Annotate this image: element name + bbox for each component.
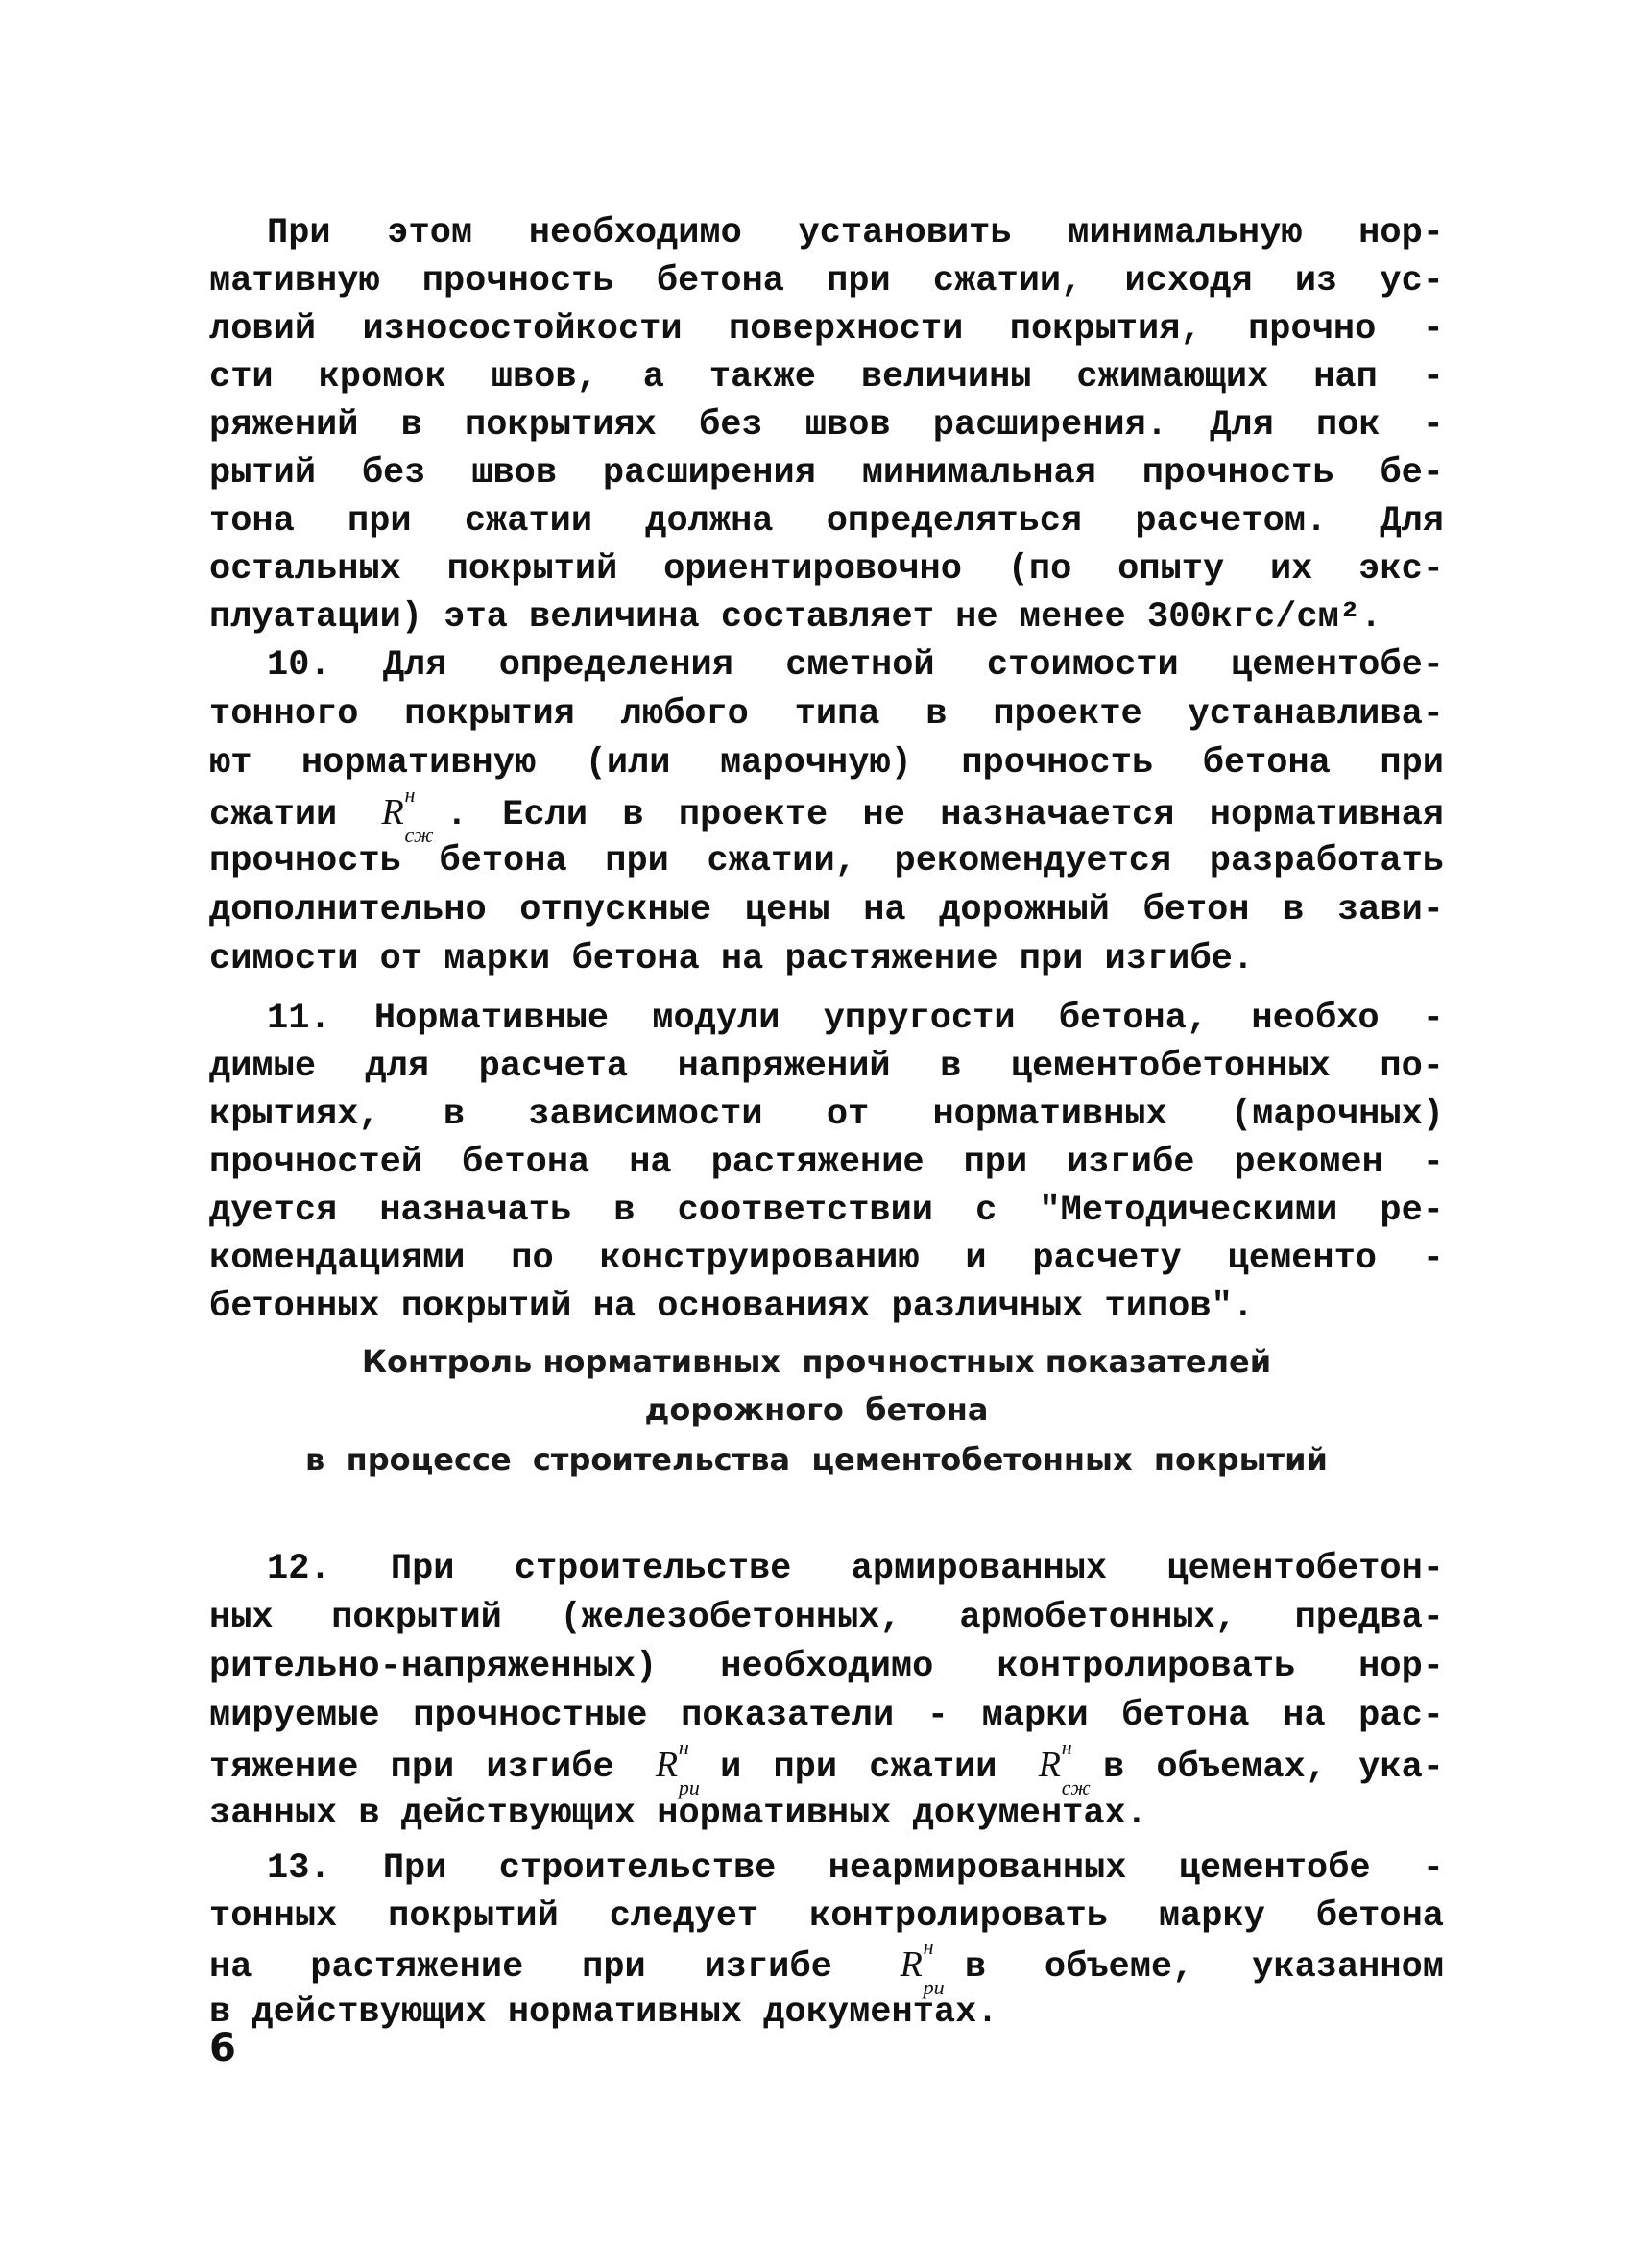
formula-base: R xyxy=(1038,1745,1061,1785)
formula-base: R xyxy=(655,1745,679,1785)
formula-sup: н xyxy=(923,1935,934,1959)
line-text: в действующих нормативных документах. xyxy=(209,1992,998,2033)
text-line xyxy=(209,593,1444,641)
text-line xyxy=(209,783,1444,847)
line-text: бетонных покрытий на основаниях различных типов". xyxy=(209,1287,1254,1327)
text-line xyxy=(209,1235,1444,1283)
line-text: и при сжатии xyxy=(720,1748,997,1788)
text-line xyxy=(209,739,1444,787)
line-text: сжатии xyxy=(209,795,338,835)
line-text: комендациями по конструированию и расчету цементо - xyxy=(209,1239,1444,1279)
text-line xyxy=(209,1643,1444,1691)
text-line xyxy=(209,886,1444,934)
line-text: ных покрытий (железобетонных, армобетонных, предва- xyxy=(209,1598,1444,1638)
text-line xyxy=(267,641,1444,689)
text-line xyxy=(209,690,1444,738)
line-text: ют нормативную (или марочную) прочность бетона при xyxy=(209,743,1444,784)
section-heading-line: дорожного бетона xyxy=(644,1391,989,1428)
line-text: ловий износостойкости поверхности покрытия, прочно - xyxy=(209,309,1444,350)
text-line xyxy=(209,1043,1444,1091)
text-line xyxy=(209,449,1444,497)
page-number: 6 xyxy=(209,2026,236,2070)
formula-base: R xyxy=(900,1944,923,1985)
line-text: тона при сжатии должна определяться расчетом. Для xyxy=(209,501,1444,542)
line-text: ряжений в покрытиях без швов расширения. Для пок - xyxy=(209,405,1444,446)
formula-r xyxy=(1038,1735,1093,1799)
line-text: дополнительно отпускные цены на дорожный бетон в зави- xyxy=(209,890,1444,930)
line-text: симости от марки бетона на растяжение при изгибе. xyxy=(209,939,1254,979)
line-text: 12. При строительстве армированных цементобетон- xyxy=(267,1549,1444,1589)
text-line xyxy=(267,209,1444,257)
text-line xyxy=(209,1735,1444,1799)
line-text: прочностей бетона на растяжение при изгибе рекомен - xyxy=(209,1143,1444,1183)
formula-sub: сж xyxy=(404,823,434,847)
text-line xyxy=(209,935,1444,983)
line-text: рительно-напряженных) необходимо контролировать нор- xyxy=(209,1647,1444,1687)
line-text: мируемые прочностные показатели - марки бетона на рас- xyxy=(209,1696,1444,1736)
text-line xyxy=(209,1283,1444,1331)
text-line xyxy=(267,1545,1444,1593)
formula-sub: сж xyxy=(1061,1775,1091,1799)
formula-sup: н xyxy=(678,1735,689,1759)
text-line xyxy=(209,401,1444,449)
formula-sup: н xyxy=(404,783,416,807)
section-heading-line: в процессе строительства цементобетонных покрытий xyxy=(305,1441,1328,1478)
formula-sub: ри xyxy=(678,1775,700,1799)
text-line xyxy=(267,995,1444,1043)
line-text: в объеме, указанном xyxy=(964,1947,1444,1988)
text-line xyxy=(209,497,1444,545)
line-text: 10. Для определения сметной стоимости цементобе- xyxy=(267,645,1444,686)
text-line xyxy=(209,1692,1444,1740)
line-text: прочность бетона при сжатии, рекомендуется разработать xyxy=(209,841,1444,881)
formula-r xyxy=(900,1935,955,1999)
text-line xyxy=(209,1187,1444,1235)
line-text: 13. При строительстве неармированных цементобе - xyxy=(267,1848,1444,1889)
formula-base: R xyxy=(381,792,404,832)
line-text: тяжение при изгибе xyxy=(209,1748,614,1788)
text-line xyxy=(209,1594,1444,1642)
line-text: При этом необходимо установить минимальную нор- xyxy=(267,213,1444,253)
line-text: тонных покрытий следует контролировать марку бетона xyxy=(209,1896,1444,1937)
text-line xyxy=(209,545,1444,593)
line-text: дуется назначать в соответствии с "Методическими ре- xyxy=(209,1191,1444,1231)
text-line xyxy=(209,305,1444,353)
text-line xyxy=(209,1935,1444,1999)
text-line xyxy=(209,837,1444,885)
text-line xyxy=(267,1845,1444,1893)
formula-sub: ри xyxy=(923,1975,945,1999)
text-line xyxy=(209,1091,1444,1139)
line-text: занных в действующих нормативных документах. xyxy=(209,1794,1147,1834)
line-text: в объемах, ука- xyxy=(1102,1748,1444,1788)
text-line xyxy=(209,1893,1444,1941)
formula-sup: н xyxy=(1061,1735,1072,1759)
line-text: остальных покрытий ориентировочно (по опыту их экс- xyxy=(209,549,1444,590)
line-text: сти кромок швов, а также величины сжимающих нап - xyxy=(209,357,1444,398)
text-line xyxy=(209,353,1444,401)
section-heading-line: Контроль нормативных прочностных показателей xyxy=(361,1343,1272,1380)
text-line xyxy=(209,257,1444,305)
line-text: плуатации) эта величина составляет не менее 300кгс/см². xyxy=(209,597,1382,638)
line-text: . Если в проекте не назначается нормативная xyxy=(445,795,1444,835)
line-text: крытиях, в зависимости от нормативных (марочных) xyxy=(209,1095,1444,1135)
text-line xyxy=(209,1790,1444,1838)
line-text: 11. Нормативные модули упругости бетона, необхо - xyxy=(267,999,1444,1039)
line-text: димые для расчета напряжений в цементобетонных по- xyxy=(209,1047,1444,1087)
text-line xyxy=(209,1989,1444,2037)
formula-r xyxy=(655,1735,710,1799)
formula-r xyxy=(381,783,437,847)
line-text: мативную прочность бетона при сжатии, исходя из ус- xyxy=(209,261,1444,302)
line-text: тонного покрытия любого типа в проекте устанавлива- xyxy=(209,694,1444,735)
line-text: рытий без швов расширения минимальная прочность бе- xyxy=(209,453,1444,494)
text-line xyxy=(209,1139,1444,1187)
line-text: на растяжение при изгибе xyxy=(209,1947,832,1988)
